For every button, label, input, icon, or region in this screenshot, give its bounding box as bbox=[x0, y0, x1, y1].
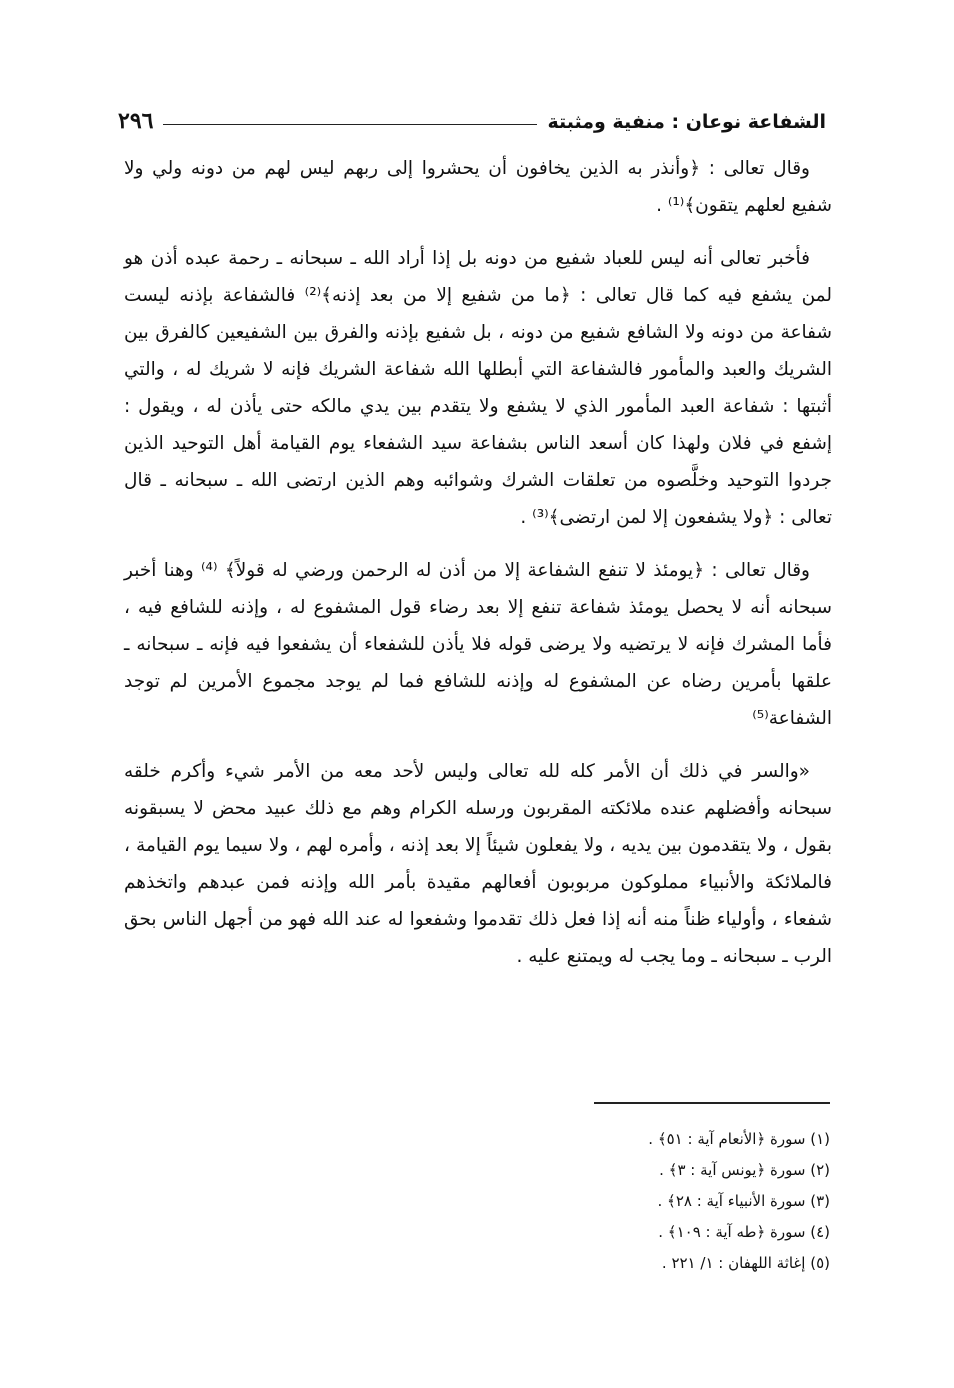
footnotes bbox=[410, 1124, 830, 1279]
footnote: (٣) سورة الأنبياء آية : ٢٨﴾ . bbox=[657, 1192, 830, 1210]
paragraph: وقال تعالى : ﴿يومئذ لا تنفع الشفاعة إلا من أذن له الرحمن ورضي له قولاً﴾ ⁽⁴⁾ وهنا أخبر سبحانه أنه لا يحصل يومئذ شفاعة تنفع إلا بعد رضاء قول المشفوع له ، وإذنه للشافع فيه ، فأما المشرك فإنه لا يرتضيه ولا يرضى قوله فلا يأذن للشفعاء أن يشفعوا فيه فإنه ـ سبحانه ـ علقها بأمرين رضاه عن المشفوع له وإذنه للشافع فما لم يوجد مجموع الأمرين لم توجد الشفاعة⁽⁵⁾ bbox=[124, 560, 832, 729]
footnote: (٢) سورة ﴿يونس آية : ٣﴾ . bbox=[659, 1161, 830, 1179]
paragraph: وقال تعالى : ﴿وأنذر به الذين يخافون أن يحشروا إلى ربهم ليس لهم من دونه ولي ولا شفيع لعلهم يتقون﴾⁽¹⁾ . bbox=[124, 158, 832, 216]
page-header bbox=[118, 96, 826, 132]
paragraph: «والسر في ذلك أن الأمر كله لله تعالى وليس لأحد معه من الأمر شيء وأكرم خلقه سبحانه وأفضلهم عنده ملائكته المقربون ورسله الكرام وهم مع ذلك عبيد محض لا يسبقونه بقول ، ولا يتقدمون بين يديه ، ولا يفعلون شيئاً إلا بعد إذنه ، وأمره لهم ، ولا سيما يوم القيامة ، فالملائكة والأنبياء مملوكون مربوبون أفعالهم مقيدة بأمر الله وإذنه فمن عبدهم واتخذهم شفعاء ، وأولياء ظناً منه أنه إذا فعل ذلك تقدموا وشفعوا له عند الله فهو من أجهل الناس بحق الرب ـ سبحانه ـ وما يجب له ويمتنع عليه . bbox=[124, 761, 832, 967]
footnote: (٤) سورة ﴿طه آية : ١٠٩﴾ . bbox=[658, 1223, 830, 1241]
footnote: (٥) إغاثة اللهفان : ١/ ٢٢١ . bbox=[661, 1254, 830, 1272]
running-title: الشفاعة نوعان : منفية ومثبتة bbox=[547, 111, 826, 133]
header-rule bbox=[163, 124, 537, 125]
footnote-separator bbox=[594, 1102, 830, 1104]
main-text bbox=[124, 150, 832, 975]
footnote: (١) سورة ﴿الأنعام آية : ٥١﴾ . bbox=[648, 1130, 830, 1148]
page-number: ٢٩٦ bbox=[118, 108, 154, 134]
paragraph: فأخبر تعالى أنه ليس للعباد شفيع من دونه بل إذا أراد الله ـ سبحانه ـ رحمة عبده أذن هو لمن يشفع فيه كما قال تعالى : ﴿ما من شفيع إلا من بعد إذنه﴾⁽²⁾ فالشفاعة بإذنه ليست شفاعة من دونه ولا الشافع شفيع من دونه ، بل شفيع بإذنه والفرق بين الشفيعين كالفرق بين الشريك والعبد والمأمور فالشفاعة التي أبطلها الله شفاعة الشريك فإنه لا شريك له ، والتي أثبتها : شفاعة العبد المأمور الذي لا يشفع ولا يتقدم بين يدي مالكه حتى يأذن له ، ويقول : إشفع في فلان ولهذا كان أسعد الناس بشفاعة سيد الشفعاء يوم القيامة أهل التوحيد الذين جردوا التوحيد وخلَّصوه من تعلقات الشرك وشوائبه وهم الذين ارتضى الله ـ سبحانه ـ قال تعالى : ﴿ولا يشفعون إلا لمن ارتضى﴾⁽³⁾ . bbox=[124, 248, 832, 528]
